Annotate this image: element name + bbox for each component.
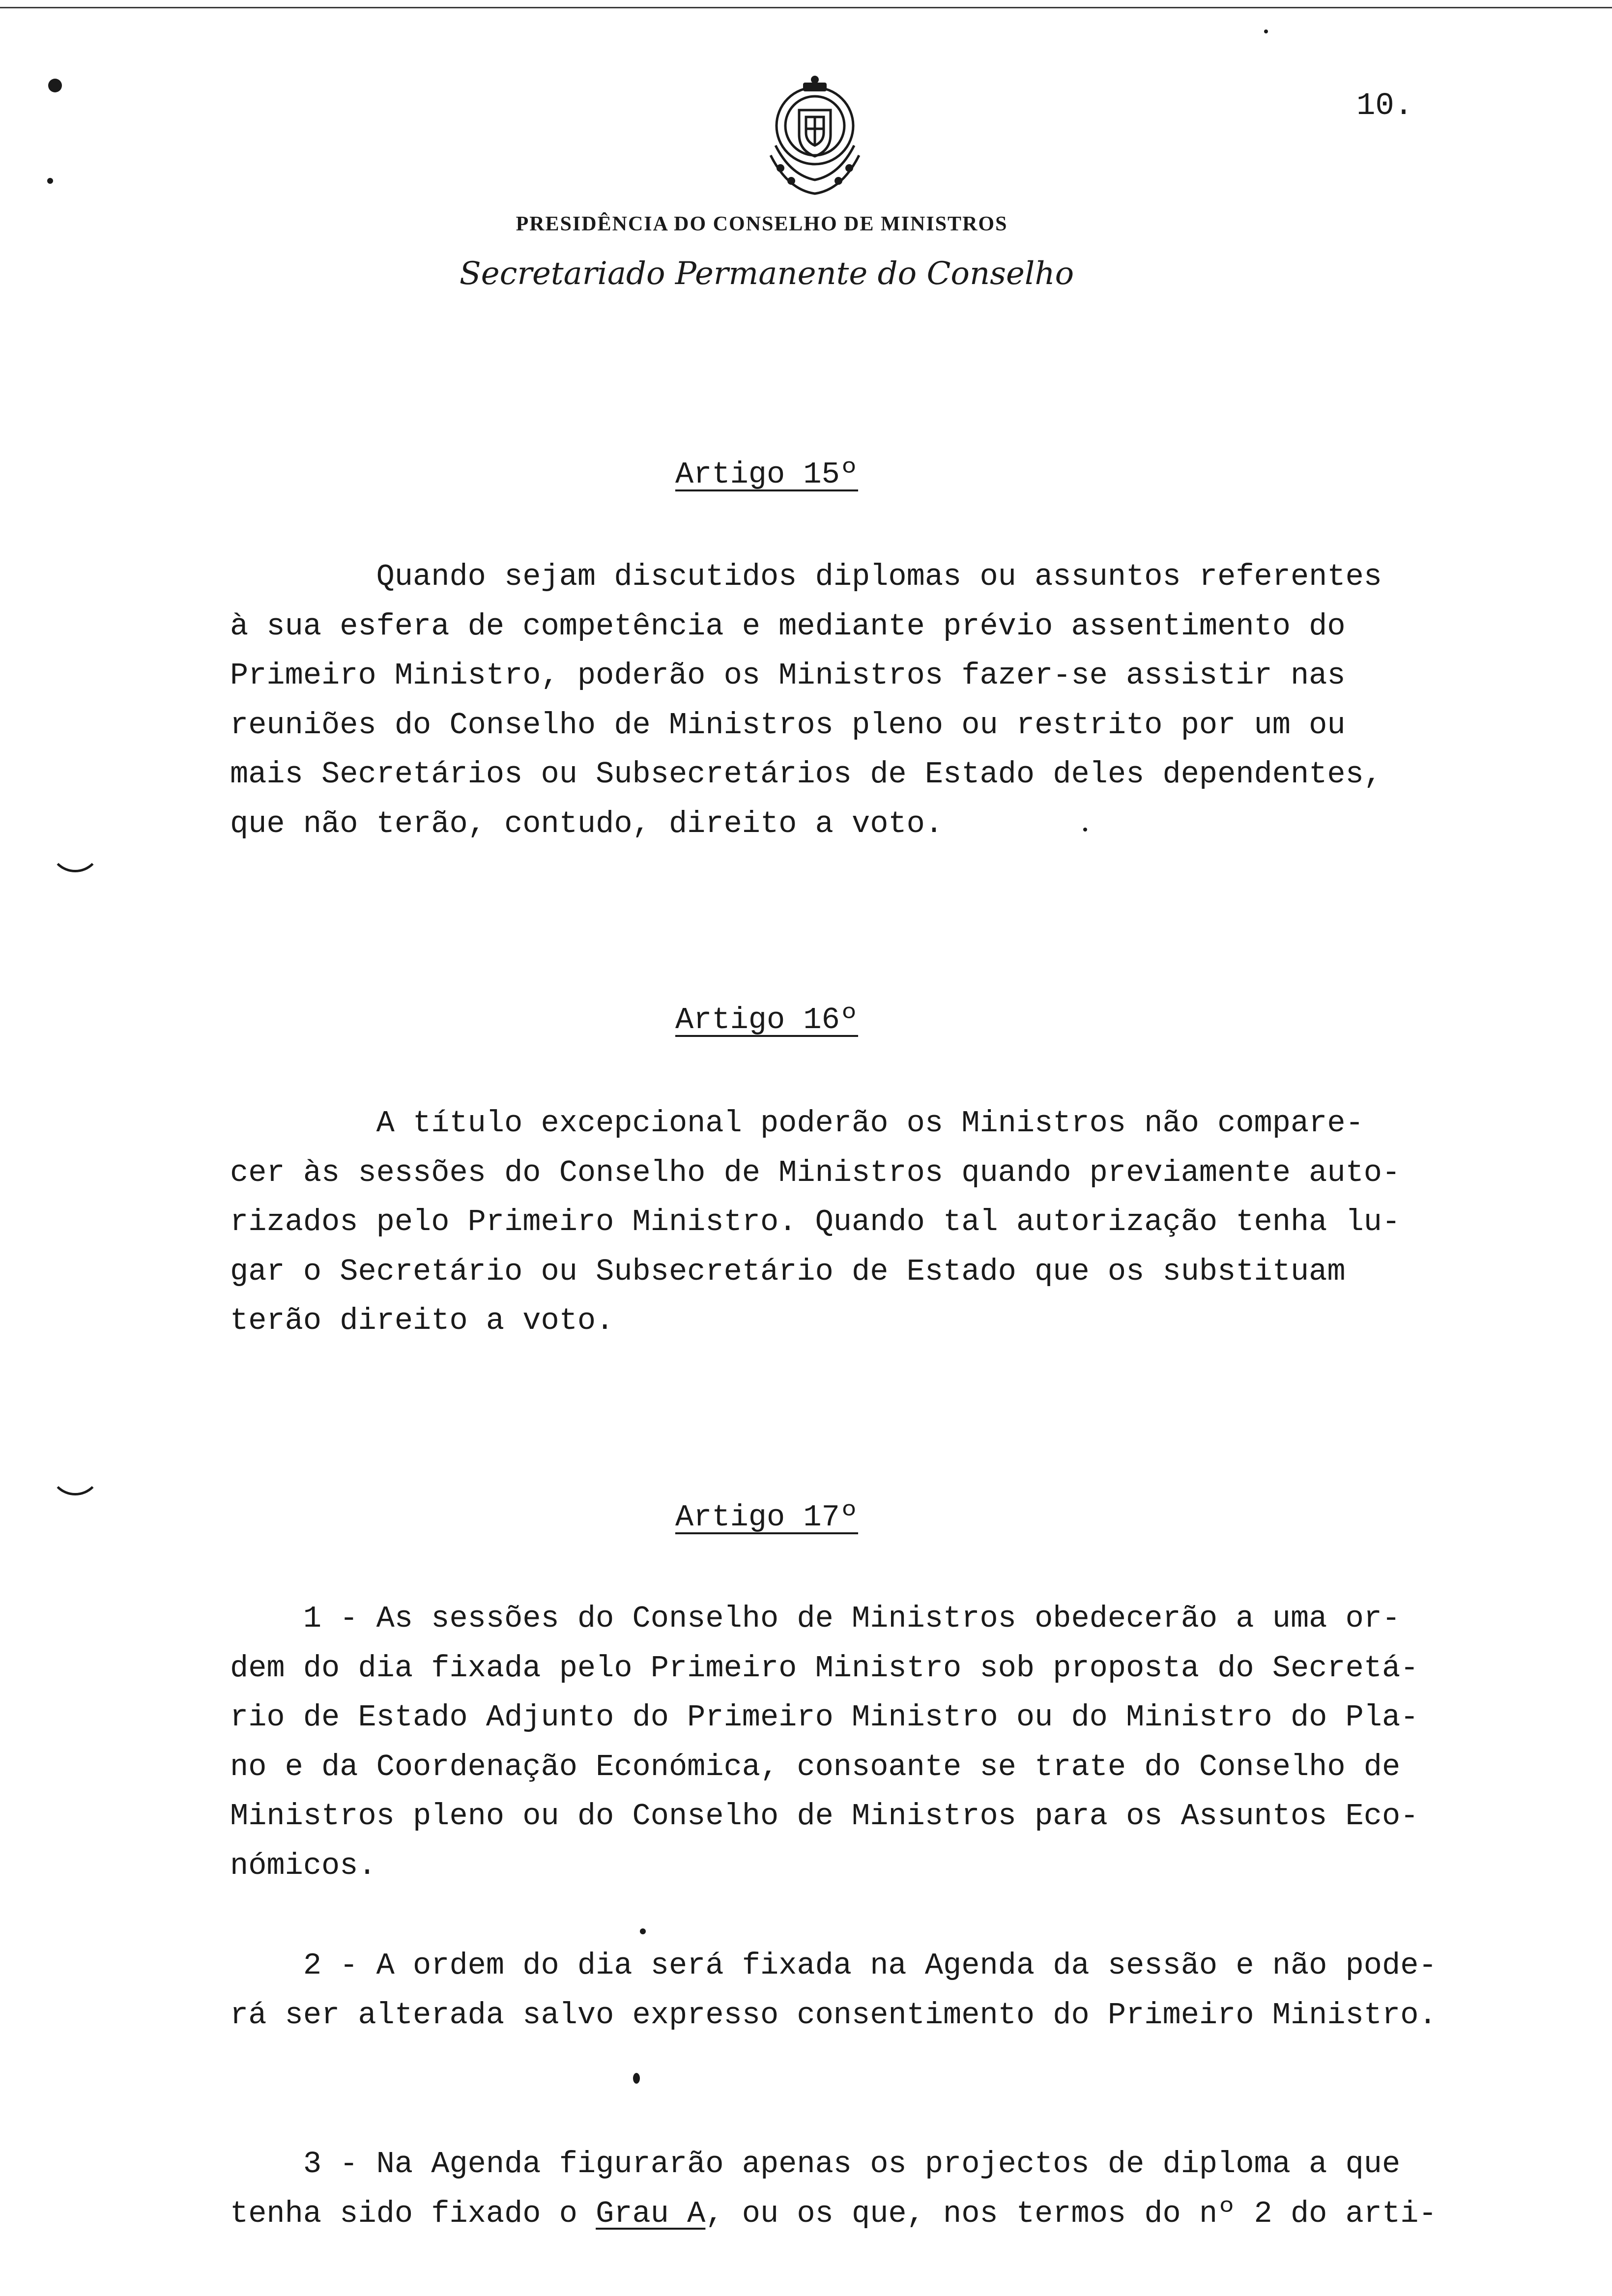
scan-speck: [633, 2073, 640, 2084]
scan-speck: [47, 178, 53, 184]
text-line: 1 - As sessões do Conselho de Ministros obedecerão a uma or-: [230, 1601, 1401, 1636]
text-line: reuniões do Conselho de Ministros pleno ou restrito por um ou: [230, 707, 1346, 743]
text-line: no e da Coordenação Económica, consoante se trate do Conselho de: [230, 1749, 1401, 1784]
text-line: rio de Estado Adjunto do Primeiro Ministro ou do Ministro do Pla-: [230, 1700, 1419, 1735]
text-line: mais Secretários ou Subsecretários de Estado deles dependentes,: [230, 757, 1382, 792]
header-subtitle: Secretariado Permanente do Conselho: [459, 256, 1074, 292]
text-line: Primeiro Ministro, poderão os Ministros fazer-se assistir nas: [230, 658, 1346, 693]
underlined-term: Grau A: [596, 2196, 706, 2231]
binding-mark: [49, 846, 101, 872]
article-paragraph: [230, 2140, 1527, 2239]
article-heading: Artigo 17º: [675, 1500, 859, 1535]
binding-mark: [49, 1469, 101, 1495]
text-line: gar o Secretário ou Subsecretário de Estado que os substituam: [230, 1254, 1346, 1289]
header-title: PRESIDÊNCIA DO CONSELHO DE MINISTROS: [516, 213, 1008, 235]
article-paragraph: [230, 1594, 1527, 1891]
text-line: terão direito a voto.: [230, 1303, 614, 1338]
text-line: cer às sessões do Conselho de Ministros quando previamente auto-: [230, 1155, 1401, 1190]
text-line: rizados pelo Primeiro Ministro. Quando tal autorização tenha lu-: [230, 1205, 1401, 1239]
coat-of-arms-icon: [761, 72, 869, 200]
page-number: 10.: [1356, 88, 1413, 124]
top-border-line: [0, 7, 1612, 8]
article-paragraph: [230, 552, 1527, 849]
text-line: 3 - Na Agenda figurarão apenas os projectos de diploma a que: [230, 2147, 1401, 2181]
text-line: à sua esfera de competência e mediante prévio assentimento do: [230, 608, 1346, 644]
text-line: dem do dia fixada pelo Primeiro Ministro sob proposta do Secretá-: [230, 1650, 1419, 1686]
scan-speck: [1264, 29, 1268, 33]
scan-speck: [48, 79, 62, 92]
text-line: tenha sido fixado o Grau A, ou os que, nos termos do nº 2 do arti-: [230, 2196, 1437, 2231]
article-paragraph: [230, 1941, 1527, 2040]
article-heading: Artigo 16º: [675, 1003, 859, 1037]
text-line: Quando sejam discutidos diplomas ou assuntos referentes: [230, 559, 1382, 594]
text-line: 2 - A ordem do dia será fixada na Agenda da sessão e não pode-: [230, 1948, 1437, 1983]
text-line: A título excepcional poderão os Ministros não compare-: [230, 1106, 1364, 1141]
text-line: Ministros pleno ou do Conselho de Ministros para os Assuntos Eco-: [230, 1799, 1419, 1834]
scan-speck: [640, 1928, 646, 1934]
text-line: rá ser alterada salvo expresso consentimento do Primeiro Ministro.: [230, 1997, 1437, 2033]
text-line: que não terão, contudo, direito a voto.: [230, 806, 944, 841]
scan-speck: [1083, 828, 1087, 832]
text-line: nómicos.: [230, 1848, 376, 1883]
article-paragraph: [230, 1099, 1527, 1346]
article-heading: Artigo 15º: [675, 457, 859, 492]
